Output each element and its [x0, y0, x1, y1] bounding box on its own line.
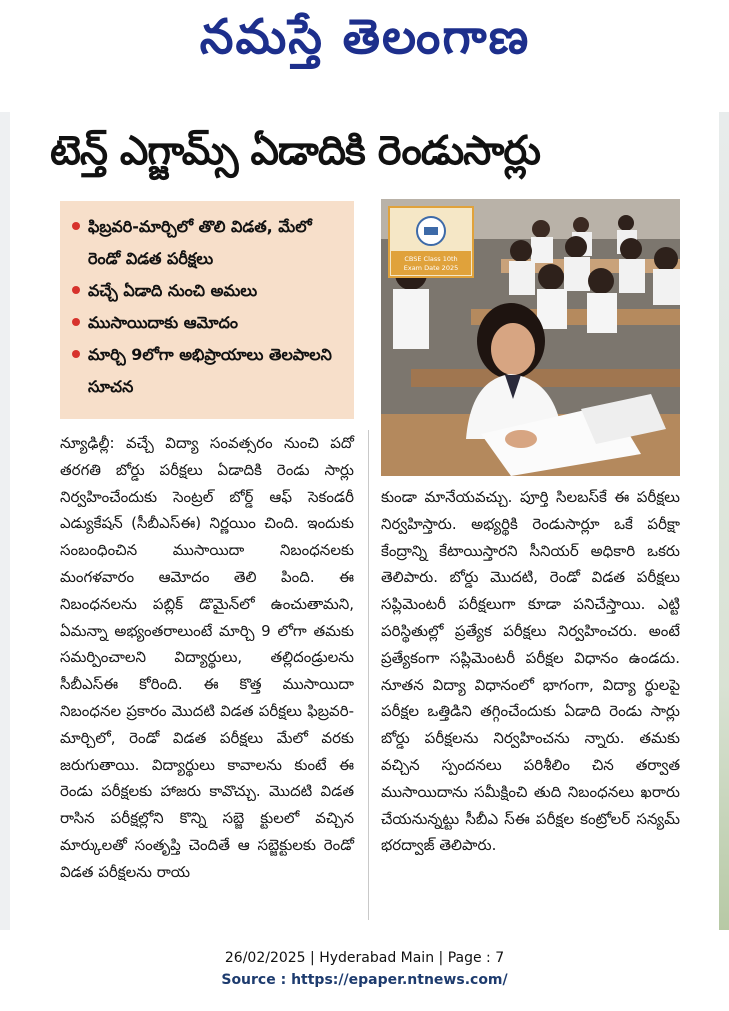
highlight-item: ముసాయిదాకు ఆమోదం [72, 307, 346, 339]
highlight-item: వచ్చే ఏడాది నుంచి అమలు [72, 275, 346, 307]
footer-date-edition: 26/02/2025 | Hyderabad Main | Page : 7 [224, 950, 505, 966]
page-edge-right [719, 112, 729, 930]
highlights-list [60, 201, 354, 403]
bullet-icon [72, 318, 80, 326]
highlight-item: ఫిబ్రవరి-మార్చిలో తొలి విడత, మేలో రెండో విడత పరీక్షలు [72, 211, 346, 275]
article-column-2: కుండా మానేయవచ్చు. పూర్తి సిలబస్‌కే ఈ పరీక్షలు నిర్వహిస్తారు. అభ్యర్థికి రెండుసార్లూ ఒకే పరీక్షా కేంద్రాన్ని కేటాయిస్తారని సీనియర్ అధికారి ఒకరు తెలిపారు. బోర్డు మొదటి, రెండో విడత పరీక్షలు సప్లిమెంటరీ పరీక్షలుగా కూడా పనిచేస్తాయి. ఎట్టి పరిస్థితుల్లో ప్రత్యేక పరీక్షలు నిర్వహించరు. అంటే ప్రత్యేకంగా సప్లిమెంటరీ పరీక్షల విధానం ఉండదు. నూతన విద్యా విధానంలో భాగంగా, విద్యా ర్థులపై పరీక్షల ఒత్తిడిని తగ్గించేందుకు ఏడాది రెండు సార్లు బోర్డు పరీక్షలను నిర్వహించను న్నారు. తమకు వచ్చిన స్పందనలు పరిశీలిం చిన తర్వాత ముసాయిదాను సమీక్షించి తుది నిబంధనలు ఖరారు చేయనున్నట్టు సీబీఎ స్ఈ పరీక్షల కంట్రోలర్ సన్యమ్ భరద్వాజ్ తెలిపారు. [381, 488, 680, 855]
page-edge-left [0, 112, 10, 930]
page-footer [0, 947, 729, 991]
highlights-box [60, 201, 354, 419]
highlight-item: మార్చి 9లోగా అభిప్రాయాలు తెలపాలని సూచన [72, 339, 346, 403]
bullet-icon [72, 286, 80, 294]
footer-source-link[interactable]: Source : https://epaper.ntnews.com/ [221, 972, 508, 988]
bullet-icon [72, 222, 80, 230]
exam-hall-photo [381, 199, 680, 476]
column-divider [368, 430, 369, 920]
article-headline: టెన్త్ ఎగ్జామ్స్ ఏడాదికి రెండుసార్లు [50, 128, 540, 174]
newspaper-masthead: నమస్తే తెలంగాణ [199, 9, 531, 65]
badge-line-2: Exam Date 2025 [403, 264, 459, 272]
article-column-1: న్యూఢిల్లీ: వచ్చే విద్యా సంవత్సరం నుంచి పదో తరగతి బోర్డు పరీక్షలు ఏడాదికి రెండు సార్లు నిర్వహించేందుకు సెంట్రల్ బోర్డ్ ఆఫ్ సెకండరీ ఎడ్యుకేషన్ (సీబీఎస్ఈ) నిర్ణయిం చింది. ఇందుకు సంబంధించిన ముసాయిదా నిబంధనలకు మంగళవారం ఆమోదం తెలి పింది. ఈ నిబంధనలను పబ్లిక్ డొమైన్‌లో ఉంచుతామని, ఏమన్నా అభ్యంతరాలుంటే మార్చి 9 లోగా తమకు సమర్పించాలని విద్యార్థులు, తల్లిదండ్రులను సీబీఎస్ఈ కోరింది. ఈ కొత్త ముసాయిదా నిబంధనల ప్రకారం మొదటి విడత పరీక్షలు ఫిబ్రవరి- మార్చిలో, రెండో విడత పరీక్షలు మేలో వరకు జరుగుతాయి. విద్యార్థులు కావాలను కుంటే ఈ రెండు పరీక్షలకు హాజరు కావొచ్చు. మొదటి విడత రాసిన పరీక్షల్లోని కొన్ని సబ్జె క్టులలో వచ్చిన మార్కులతో సంతృప్తి చెందితే ఆ సబ్జెక్టులకు రెండో విడత పరీక్షలను రాయ [60, 434, 354, 881]
badge-line-1: CBSE Class 10th [404, 255, 458, 263]
students-writing-exam-illustration [381, 199, 680, 476]
bullet-icon [72, 350, 80, 358]
